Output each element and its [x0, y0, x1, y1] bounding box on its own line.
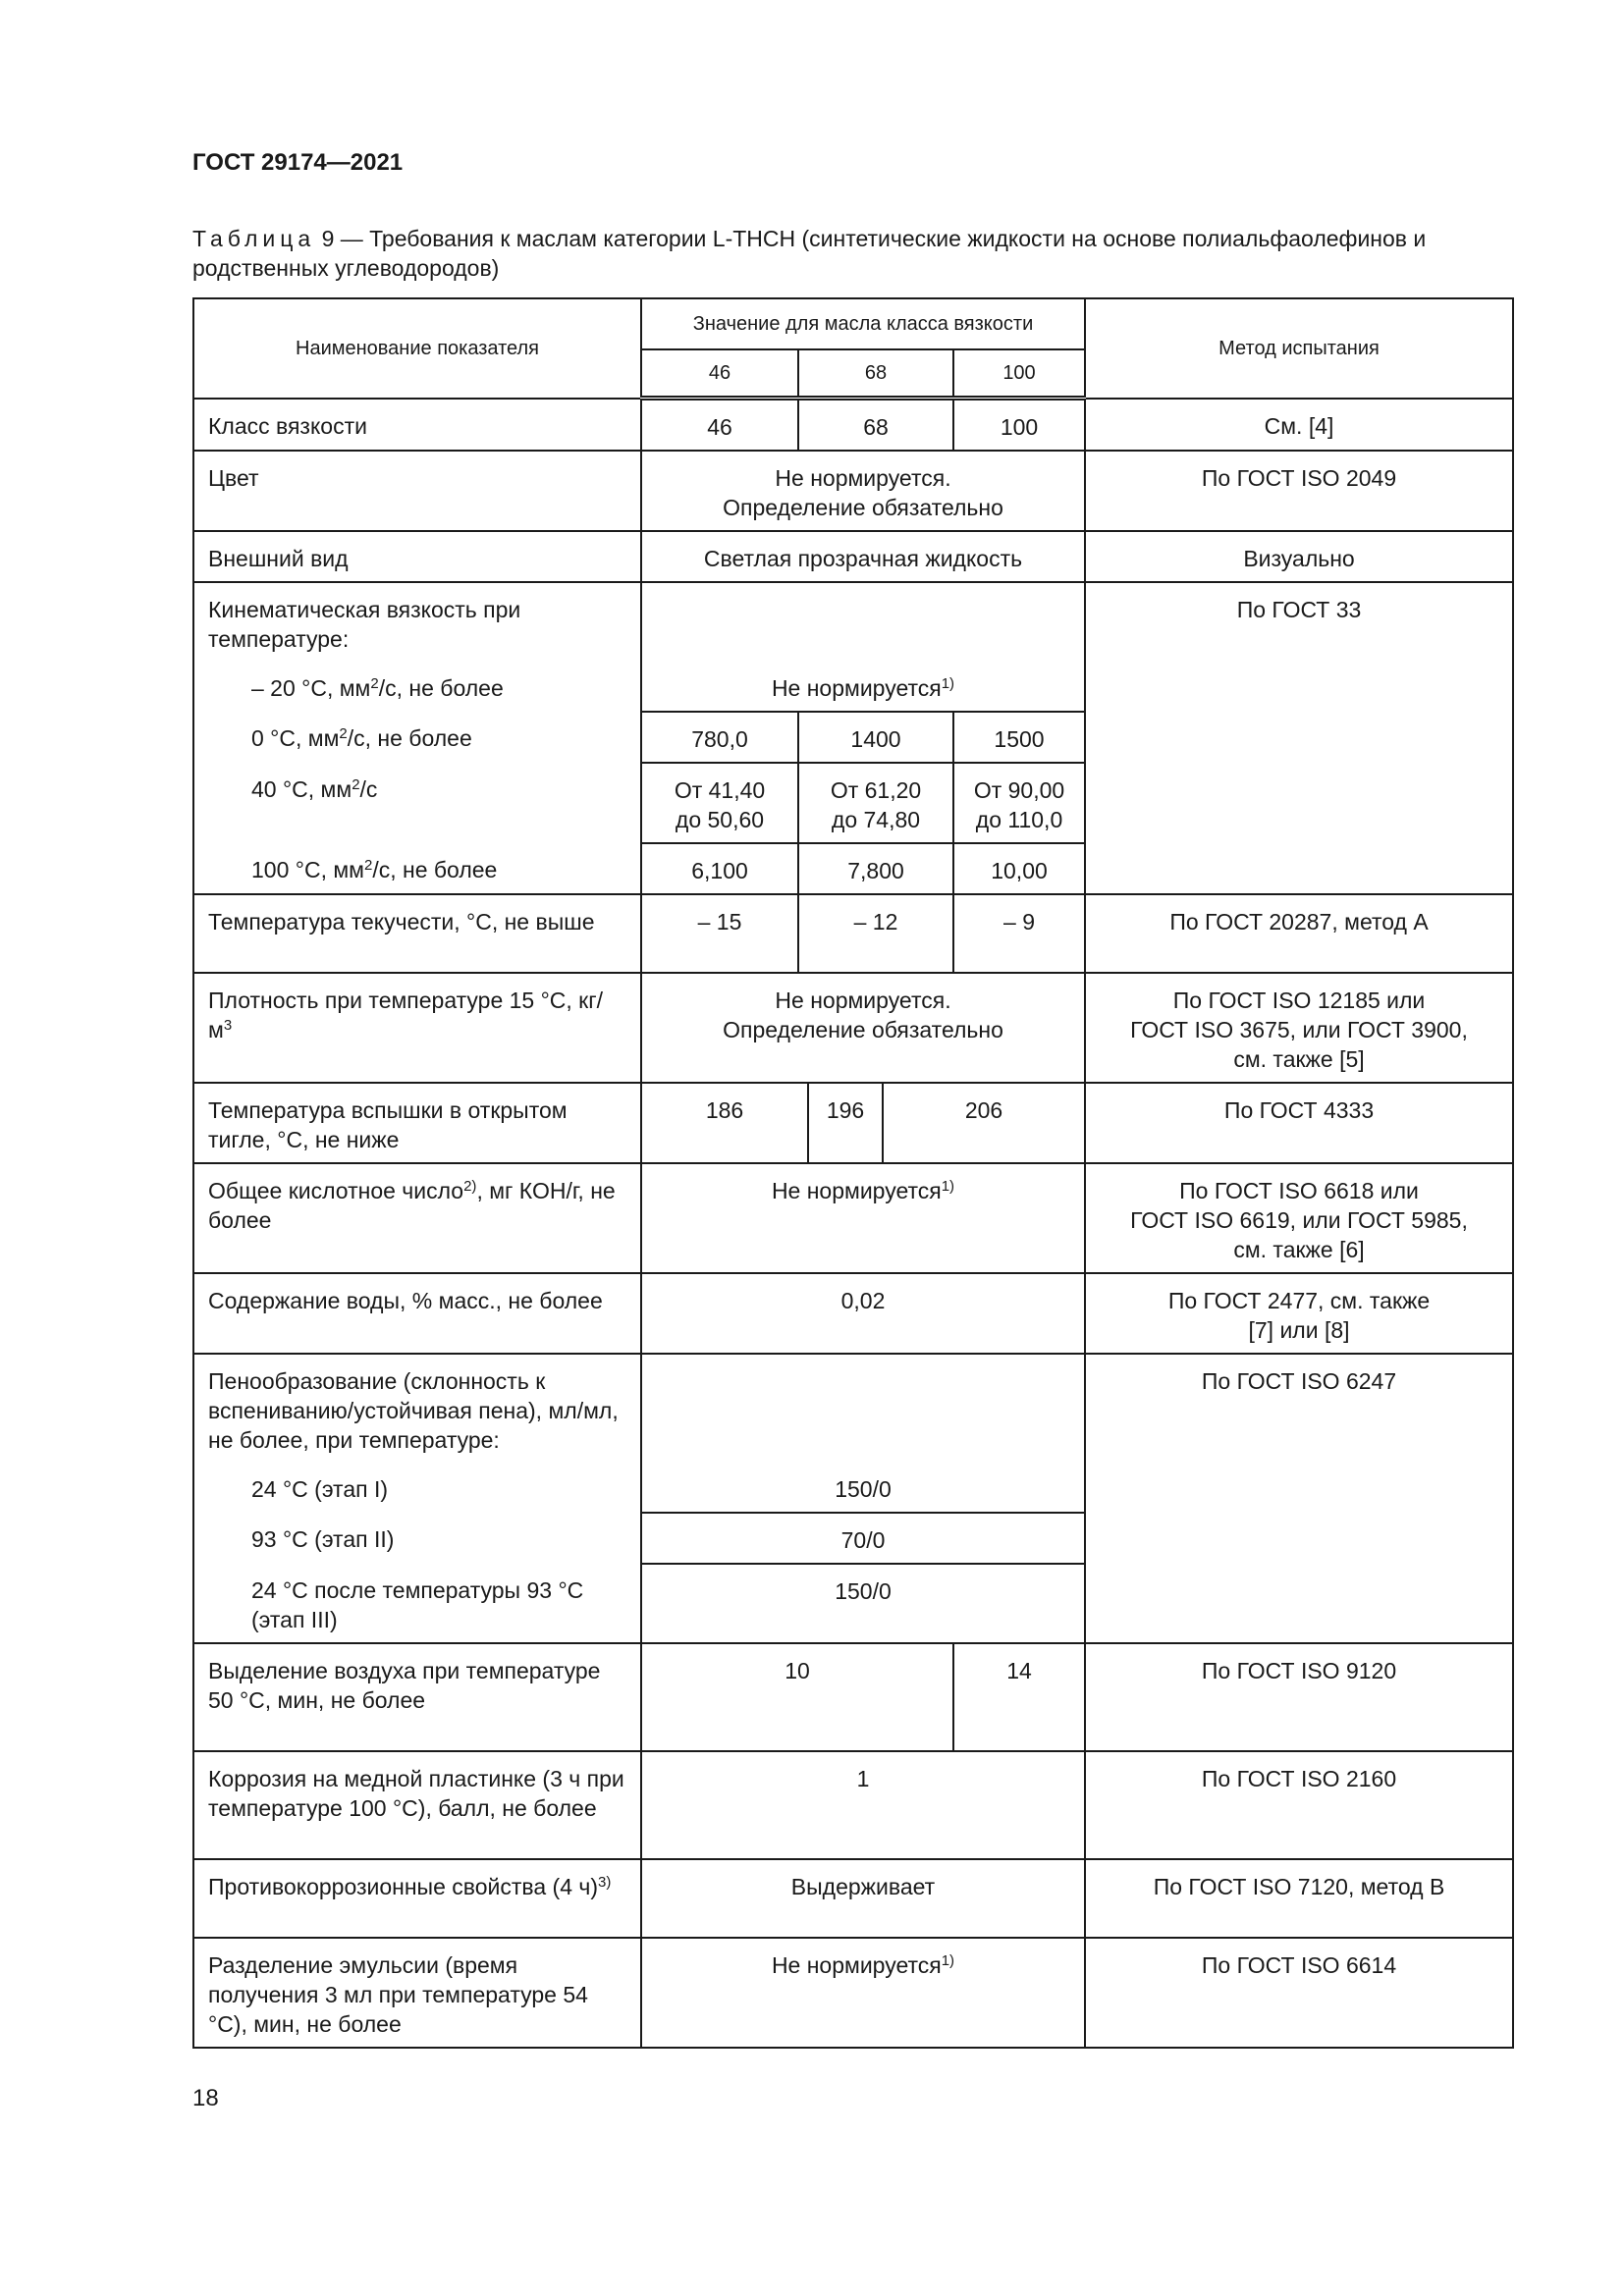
cell-name	[193, 843, 641, 894]
header-class-100: 100	[953, 349, 1085, 399]
page-number: 18	[192, 2085, 219, 2111]
table-row-emulsion	[193, 1938, 1513, 2048]
cell-name: 24 °С после температуры 93 °С (этап III)	[193, 1564, 641, 1643]
cell-name: Разделение эмульсии (время получения 3 мл при температуре 54 °С), мин, не более	[193, 1938, 641, 2048]
cell-value: Выдерживает	[641, 1859, 1085, 1938]
label-text: 100 °С, мм	[251, 857, 364, 882]
table-row-density	[193, 973, 1513, 1083]
cell-value: 6,100	[641, 843, 798, 894]
label-sup: 2	[352, 776, 360, 793]
value-text: Не нормируется	[771, 675, 942, 701]
cell-name	[193, 1163, 641, 1273]
value-line: Определение обязательно	[723, 1017, 1003, 1042]
cell-name: Температура текучести, °С, не выше	[193, 894, 641, 973]
name-text: Общее кислотное число	[208, 1178, 464, 1203]
cell-method: По ГОСТ 33	[1085, 582, 1513, 894]
cell-value: 46	[641, 399, 798, 452]
value-text: Не нормируется	[771, 1178, 942, 1203]
table-header-row	[193, 298, 1513, 349]
label-sup: 2	[370, 675, 379, 692]
name-sup: 3)	[598, 1874, 612, 1891]
name-sup: 3	[223, 1017, 233, 1034]
method-line: По ГОСТ ISO 12185 или	[1172, 988, 1426, 1013]
cell-value: 196	[807, 1084, 882, 1162]
value-text: Не нормируется	[771, 1952, 942, 1978]
cell-value: 0,02	[641, 1273, 1085, 1354]
cell-value: 1500	[953, 712, 1085, 763]
cell-value: Светлая прозрачная жидкость	[641, 531, 1085, 582]
cell-value: – 9	[953, 894, 1085, 973]
cell-value	[641, 1163, 1085, 1273]
label-sup: 2	[339, 725, 348, 742]
value-sup: 1)	[941, 675, 955, 692]
table-row-flash-point	[193, 1083, 1513, 1163]
value-line: до 50,60	[675, 807, 765, 832]
cell-name	[193, 763, 641, 843]
method-line: см. также [5]	[1233, 1046, 1365, 1072]
value-line: Не нормируется.	[775, 988, 951, 1013]
cell-name: Выделение воздуха при температуре 50 °С, мин, не более	[193, 1643, 641, 1751]
cell-value	[953, 763, 1085, 843]
cell-value	[798, 763, 953, 843]
cell-value: 780,0	[641, 712, 798, 763]
cell-name	[193, 1859, 641, 1938]
label-text: 0 °С, мм	[251, 725, 340, 751]
cell-method: Визуально	[1085, 531, 1513, 582]
method-line: По ГОСТ ISO 6618 или	[1179, 1178, 1419, 1203]
cell-value	[641, 451, 1085, 531]
cell-name: Коррозия на медной пластинке (3 ч при температуре 100 °С), балл, не более	[193, 1751, 641, 1859]
cell-value: 206	[882, 1084, 1084, 1162]
cell-method: По ГОСТ ISO 2160	[1085, 1751, 1513, 1859]
cell-name: Цвет	[193, 451, 641, 531]
cell-value: 14	[953, 1643, 1085, 1751]
cell-value: 150/0	[641, 1463, 1085, 1513]
table-row-water-content	[193, 1273, 1513, 1354]
value-line: до 110,0	[975, 807, 1063, 832]
cell-name: Температура вспышки в открытом тигле, °С, не ниже	[193, 1083, 641, 1163]
table-row-air-release	[193, 1643, 1513, 1751]
cell-value: 68	[798, 399, 953, 452]
cell-name	[193, 662, 641, 712]
document-header: ГОСТ 29174—2021	[192, 149, 404, 176]
value-line: От 41,40	[674, 777, 766, 803]
cell-value: 10	[641, 1643, 953, 1751]
name-sup: 2)	[463, 1178, 477, 1195]
header-class-46: 46	[641, 349, 798, 399]
cell-name	[193, 712, 641, 763]
value-sup: 1)	[941, 1178, 955, 1195]
header-class-68: 68	[798, 349, 953, 399]
cell-value: 70/0	[641, 1513, 1085, 1564]
cell-name: Класс вязкости	[193, 399, 641, 452]
name-text: Противокоррозионные свойства (4 ч)	[208, 1874, 599, 1899]
cell-method: По ГОСТ 4333	[1085, 1083, 1513, 1163]
name-tail: , мг КОН/г, не более	[208, 1178, 616, 1233]
cell-value: 186	[705, 1097, 744, 1123]
value-line: От 90,00	[973, 777, 1065, 803]
table-row-kinematic-viscosity	[193, 582, 1513, 662]
table-row-pour-point	[193, 894, 1513, 973]
cell-method: По ГОСТ ISO 2049	[1085, 451, 1513, 531]
cell-name	[193, 973, 641, 1083]
table-row-color	[193, 451, 1513, 531]
label-sup: 2	[363, 857, 373, 874]
label-text: 40 °С, мм	[251, 776, 352, 802]
header-indicator-name: Наименование показателя	[193, 298, 641, 399]
requirements-table	[192, 297, 1514, 2049]
table-caption	[192, 224, 1518, 283]
header-value-group: Значение для масла класса вязкости	[641, 298, 1085, 349]
cell-value: 1400	[798, 712, 953, 763]
cell-value: – 15	[641, 894, 798, 973]
method-line: ГОСТ ISO 3675, или ГОСТ 3900,	[1130, 1017, 1468, 1042]
label-tail: /с, не более	[372, 857, 498, 882]
cell-name: 93 °С (этап II)	[193, 1513, 641, 1564]
label-text: – 20 °С, мм	[251, 675, 371, 701]
caption-number: 9	[321, 226, 335, 251]
cell-method	[1085, 1273, 1513, 1354]
cell-value: 100	[953, 399, 1085, 452]
label-tail: /с	[359, 776, 378, 802]
value-line: до 74,80	[831, 807, 921, 832]
cell-empty	[641, 1354, 1085, 1463]
table-row-acid-number	[193, 1163, 1513, 1273]
value-sup: 1)	[941, 1952, 955, 1969]
table-row-foaming	[193, 1354, 1513, 1463]
cell-value: 1	[641, 1751, 1085, 1859]
method-line: [7] или [8]	[1248, 1317, 1350, 1343]
value-line: Не нормируется.	[775, 465, 951, 491]
label-tail: /с, не более	[347, 725, 472, 751]
cell-value	[641, 662, 1085, 712]
cell-method	[1085, 973, 1513, 1083]
cell-method: По ГОСТ ISO 9120	[1085, 1643, 1513, 1751]
cell-name: Кинематическая вязкость при температуре:	[193, 582, 641, 662]
cell-empty	[641, 582, 1085, 662]
flash-values	[642, 1084, 1084, 1162]
cell-value: – 12	[798, 894, 953, 973]
cell-name: Внешний вид	[193, 531, 641, 582]
cell-method: См. [4]	[1085, 399, 1513, 452]
caption-text: — Требования к маслам категории L-THCH (синтетические жидкости на основе полиальфаолефинов и родственных углеводородов)	[192, 226, 1427, 281]
method-line: см. также [6]	[1233, 1237, 1365, 1262]
value-line: От 61,20	[830, 777, 922, 803]
method-line: По ГОСТ 2477, см. также	[1167, 1288, 1431, 1313]
header-test-method: Метод испытания	[1085, 298, 1513, 399]
cell-value: 7,800	[798, 843, 953, 894]
cell-value-group	[641, 1083, 1085, 1163]
name-text: Плотность при температуре 15 °С, кг/м	[208, 988, 604, 1042]
caption-prefix: Таблица	[192, 226, 316, 251]
value-line: Определение обязательно	[723, 495, 1003, 520]
table-row-viscosity-class	[193, 399, 1513, 452]
cell-value	[641, 1938, 1085, 2048]
table-row-anticorrosion	[193, 1859, 1513, 1938]
method-line: ГОСТ ISO 6619, или ГОСТ 5985,	[1130, 1207, 1468, 1233]
cell-value: 10,00	[953, 843, 1085, 894]
cell-value	[641, 763, 798, 843]
cell-method	[1085, 1163, 1513, 1273]
cell-value: 150/0	[641, 1564, 1085, 1643]
cell-name: Содержание воды, % масс., не более	[193, 1273, 641, 1354]
cell-name: 24 °С (этап I)	[193, 1463, 641, 1513]
cell-method: По ГОСТ ISO 7120, метод В	[1085, 1859, 1513, 1938]
table-row-copper-corrosion	[193, 1751, 1513, 1859]
cell-method: По ГОСТ ISO 6247	[1085, 1354, 1513, 1643]
cell-method: По ГОСТ 20287, метод А	[1085, 894, 1513, 973]
cell-value	[641, 973, 1085, 1083]
cell-method: По ГОСТ ISO 6614	[1085, 1938, 1513, 2048]
table-row-appearance	[193, 531, 1513, 582]
label-tail: /с, не более	[378, 675, 504, 701]
cell-name: Пенообразование (склонность к вспениванию/устойчивая пена), мл/мл, не более, при температуре:	[193, 1354, 641, 1463]
